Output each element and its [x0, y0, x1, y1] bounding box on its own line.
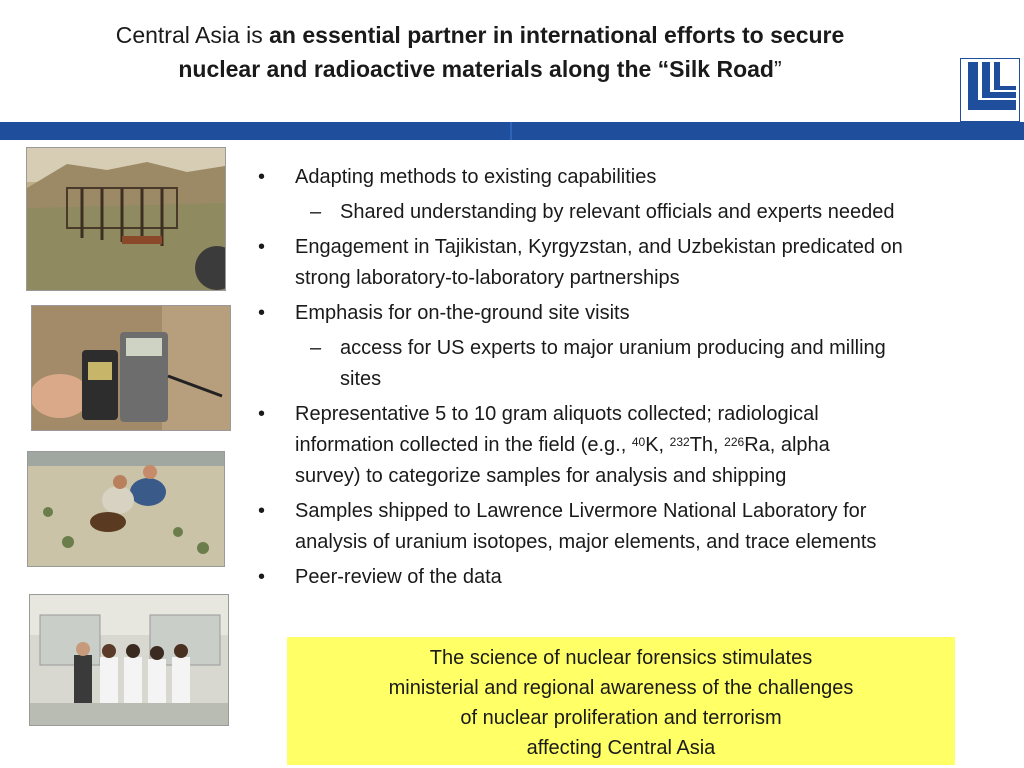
bullet-mark: • — [258, 403, 266, 425]
bullet-mark: • — [258, 500, 266, 522]
title-line-1 — [0, 18, 960, 52]
sub-bullet-item — [258, 197, 1008, 228]
bullet-text: analysis of uranium isotopes, major elements, and trace elements — [295, 531, 877, 553]
bullet-text: Th, — [689, 434, 725, 456]
callout-line: of nuclear proliferation and terrorism — [460, 707, 782, 729]
photo-mining-site — [26, 147, 226, 291]
bullet-item — [258, 562, 1008, 593]
sub-bullet-text: access for US experts to major uranium producing and milling — [340, 337, 886, 359]
bullet-item — [258, 232, 1008, 294]
bullet-text: Engagement in Tajikistan, Kyrgyzstan, and Uzbekistan predicated on — [295, 236, 903, 258]
bullet-text: K, — [645, 434, 670, 456]
bullet-list — [258, 162, 1008, 593]
photo-field-sampling — [27, 451, 225, 567]
callout-line: affecting Central Asia — [526, 737, 716, 759]
bullet-text: Adapting methods to existing capabilities — [295, 166, 657, 188]
bullet-text: Peer-review of the data — [295, 566, 502, 588]
bullet-mark: • — [258, 236, 266, 258]
bullet-item — [258, 496, 1008, 558]
photo-radiation-detector — [31, 305, 231, 431]
title-bold-text-1: an essential partner in international efforts to secure — [269, 22, 845, 48]
header-band — [0, 122, 1024, 140]
band-seam — [510, 122, 512, 140]
bullet-text: Emphasis for on-the-ground site visits — [295, 302, 630, 324]
dash-mark: – — [310, 201, 322, 223]
llnl-logo-icon — [960, 58, 1020, 122]
callout-box — [287, 637, 955, 765]
title-plain-text: Central Asia is — [115, 22, 270, 48]
callout-line: The science of nuclear forensics stimulates — [429, 647, 813, 669]
isotope-superscript: 232 — [669, 435, 690, 449]
title-end-quote: ” — [773, 56, 782, 82]
isotope-superscript: 226 — [724, 435, 745, 449]
callout-line: ministerial and regional awareness of the challenges — [388, 677, 854, 699]
bullet-mark: • — [258, 302, 266, 324]
bullet-item — [258, 162, 1008, 193]
dash-mark: – — [310, 337, 322, 359]
sub-bullet-text: sites — [340, 368, 382, 390]
title-line-2 — [0, 52, 960, 86]
bullet-mark: • — [258, 166, 266, 188]
bullet-item — [258, 298, 1008, 329]
bullet-mark: • — [258, 566, 266, 588]
sub-bullet-text: Shared understanding by relevant officials and experts needed — [340, 201, 895, 223]
bullet-text: information collected in the field (e.g., — [295, 434, 632, 456]
bullet-text: Representative 5 to 10 gram aliquots collected; radiological — [295, 403, 819, 425]
title-bold-text-2: nuclear and radioactive materials along the “Silk Road — [178, 56, 774, 82]
isotope-superscript: 40 — [631, 435, 646, 449]
bullet-text: Ra, alpha — [744, 434, 830, 456]
photo-laboratory-team — [29, 594, 229, 726]
bullet-text: Samples shipped to Lawrence Livermore National Laboratory for — [295, 500, 867, 522]
bullet-text: strong laboratory-to-laboratory partnerships — [295, 267, 680, 289]
sub-bullet-item — [258, 333, 1008, 395]
bullet-item — [258, 399, 1008, 492]
slide-title — [0, 18, 960, 86]
bullet-text: survey) to categorize samples for analysis and shipping — [295, 465, 787, 487]
